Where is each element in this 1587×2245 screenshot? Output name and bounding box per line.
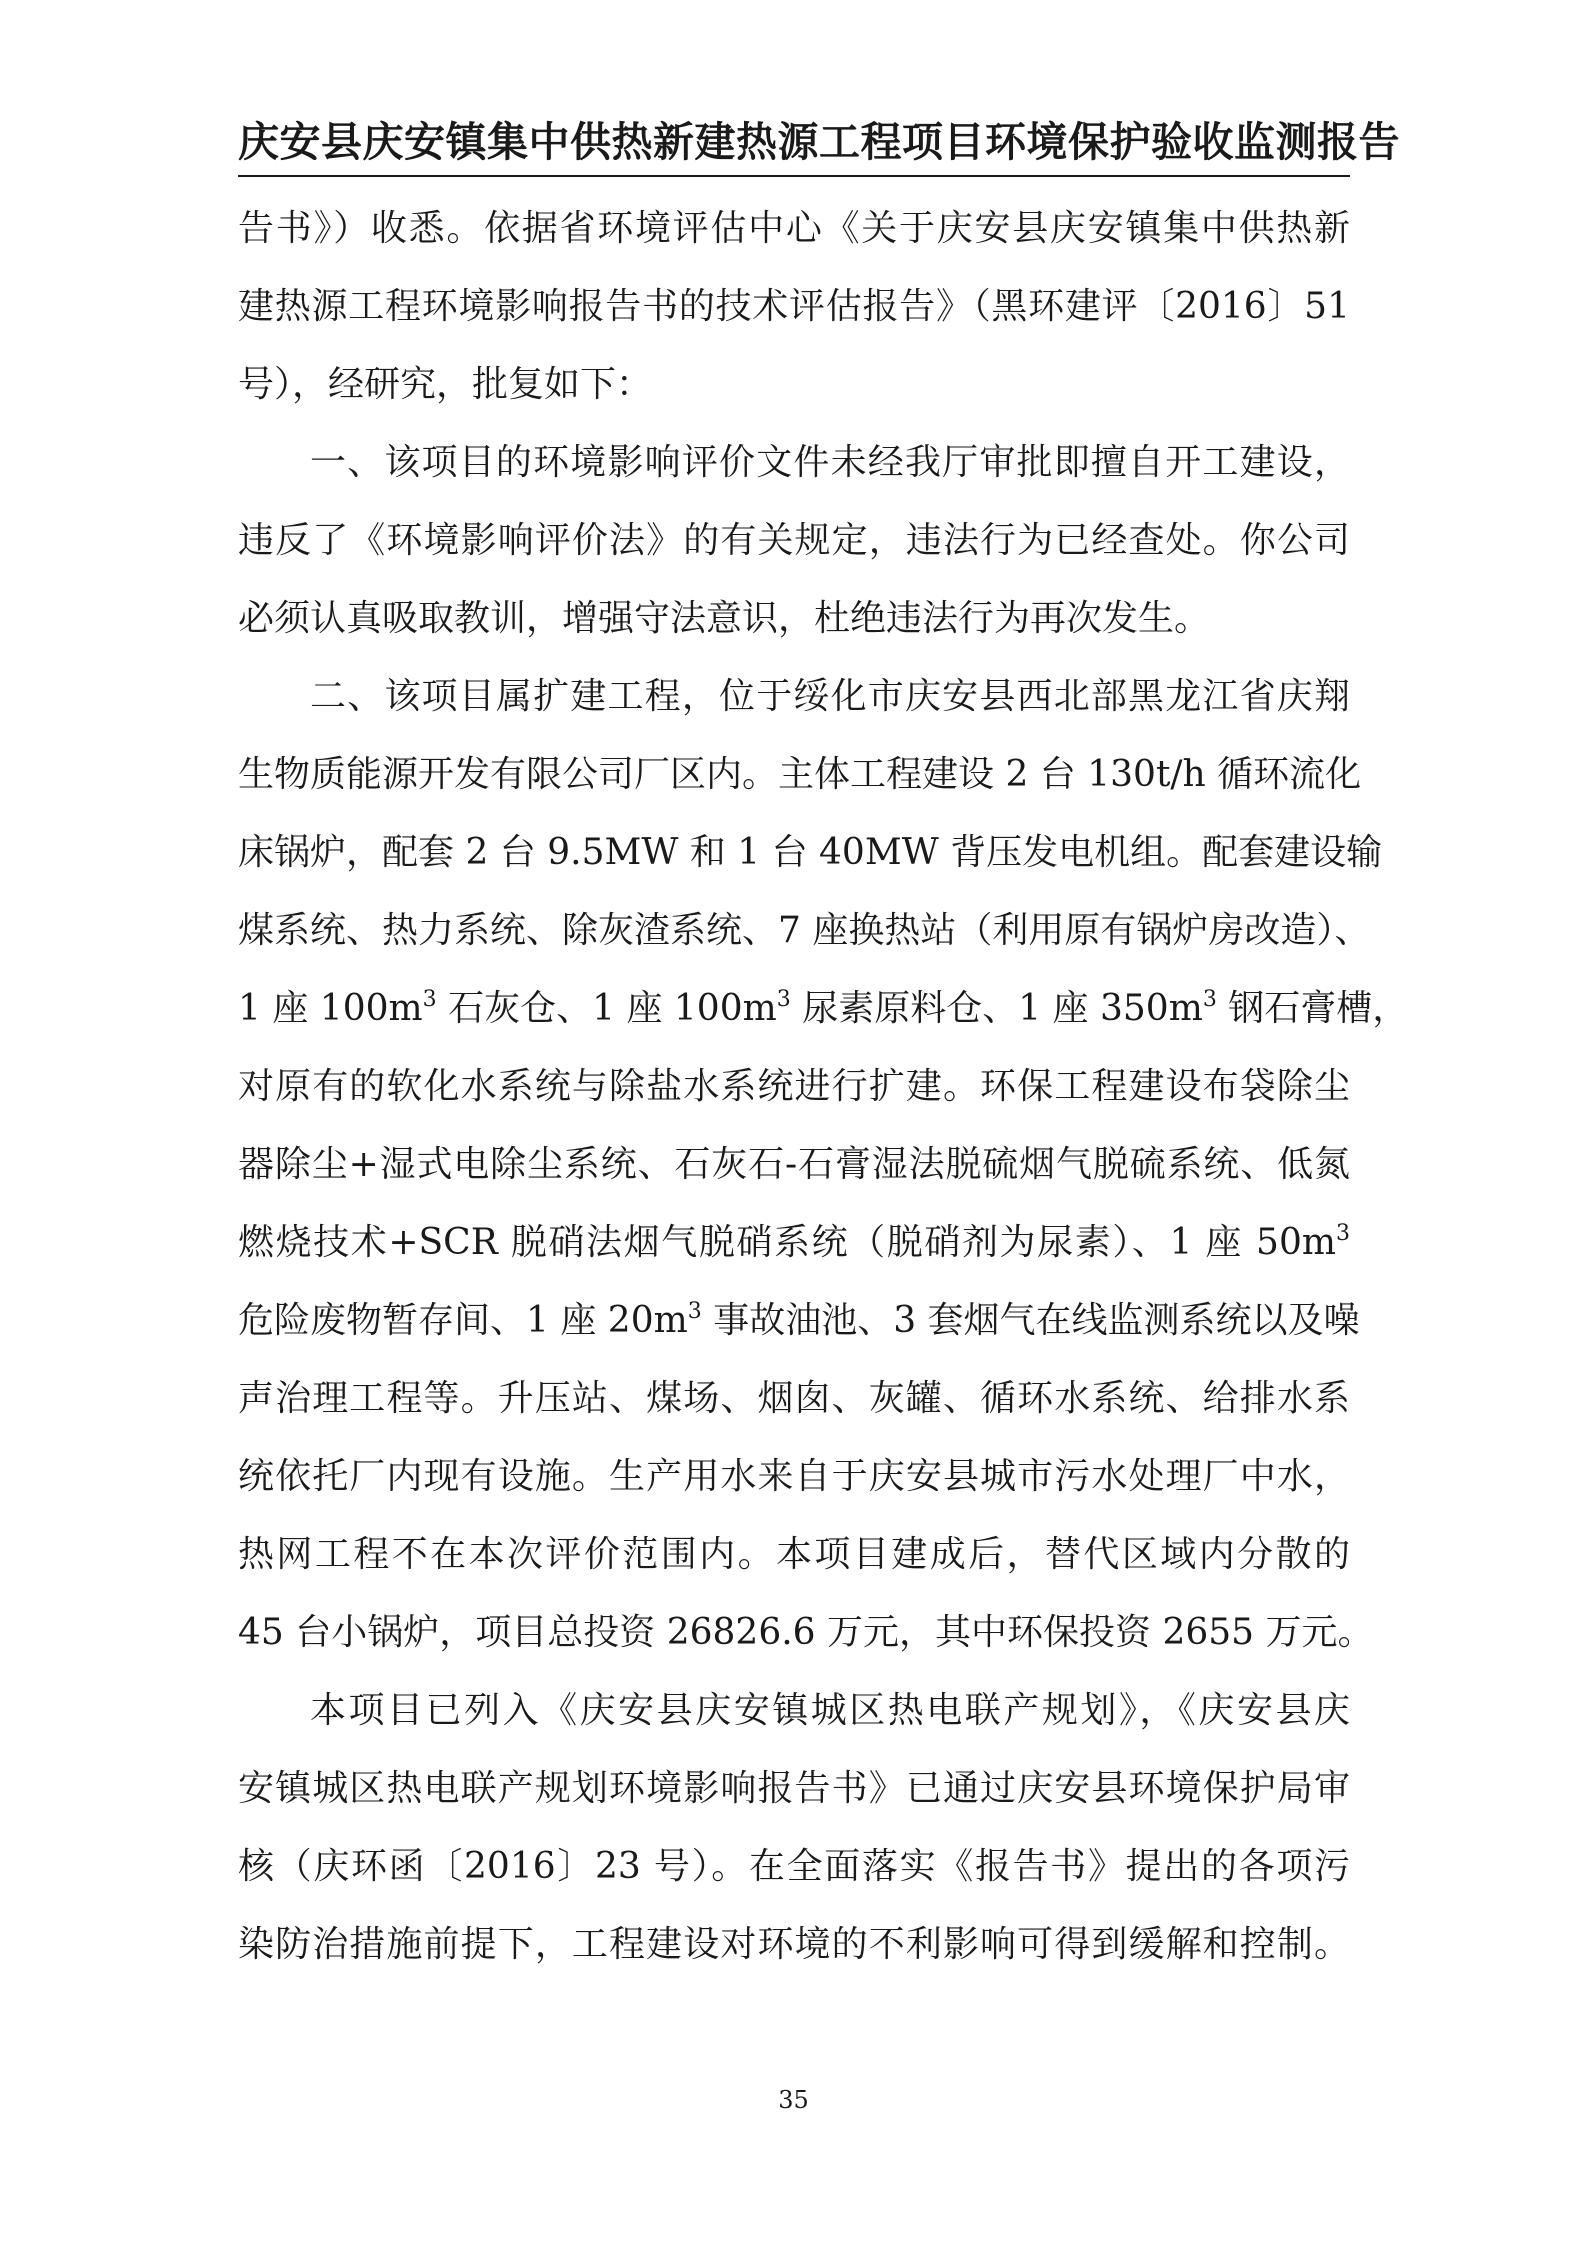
page-number: 35 (778, 2086, 809, 2114)
text-segment: 1 座 100m (238, 988, 423, 1029)
text-line: 号），经研究，批复如下： (238, 364, 653, 405)
paragraph-1-line: 一、该项目的环境影响评价文件未经我厅审批即擅自开工建设， (310, 442, 1350, 483)
text-line: 统依托厂内现有设施。生产用水来自于庆安县城市污水处理厂中水， (238, 1456, 1350, 1497)
text-segment: 危险废物暂存间、1 座 20m (238, 1300, 688, 1341)
text-segment: 钢石膏槽， (1216, 988, 1409, 1029)
text-line: 染防治措施前提下，工程建设对环境的不利影响可得到缓解和控制。 (238, 1924, 1350, 1965)
text-line: 安镇城区热电联产规划环境影响报告书》已通过庆安县环境保护局审 (238, 1768, 1350, 1809)
text-line-with-superscripts (238, 970, 1409, 1048)
text-line: 违反了《环境影响评价法》的有关规定，违法行为已经查处。你公司 (238, 520, 1350, 561)
document-body (238, 190, 1409, 1984)
text-line: 必须认真吸取教训，增强守法意识，杜绝违法行为再次发生。 (238, 598, 1211, 639)
text-segment: 燃烧技术+SCR 脱硝法烟气脱硝系统（脱硝剂为尿素）、1 座 50m (238, 1222, 1336, 1263)
paragraph-2-line: 二、该项目属扩建工程，位于绥化市庆安县西北部黑龙江省庆翔 (310, 676, 1350, 717)
text-line: 煤系统、热力系统、除灰渣系统、7 座换热站（利用原有锅炉房改造）、 (238, 910, 1371, 951)
text-line: 床锅炉，配套 2 台 9.5MW 和 1 台 40MW 背压发电机组。配套建设输 (238, 832, 1383, 873)
text-segment: 事故油池、3 套烟气在线监测系统以及噪 (701, 1300, 1360, 1341)
text-line: 建热源工程环境影响报告书的技术评估报告》（黑环建评〔2016〕51 (238, 286, 1350, 327)
text-line-with-superscripts (238, 1204, 1350, 1282)
superscript: 3 (1336, 1221, 1350, 1246)
text-line: 45 台小锅炉，项目总投资 26826.6 万元，其中环保投资 2655 万元。 (238, 1612, 1374, 1653)
header-divider (238, 175, 1350, 177)
text-segment: 尿素原料仓、1 座 350m (790, 988, 1203, 1029)
text-line-with-superscripts (238, 1282, 1360, 1360)
text-line: 生物质能源开发有限公司厂区内。主体工程建设 2 台 130t/h 循环流化 (238, 754, 1362, 795)
text-line: 声治理工程等。升压站、煤场、烟囱、灰罐、循环水系统、给排水系 (238, 1378, 1350, 1419)
text-line: 热网工程不在本次评价范围内。本项目建成后，替代区域内分散的 (238, 1534, 1350, 1575)
text-line: 告书》）收悉。依据省环境评估中心《关于庆安县庆安镇集中供热新 (238, 208, 1350, 249)
text-segment: 石灰仓、1 座 100m (436, 988, 777, 1029)
superscript: 3 (1202, 987, 1217, 1012)
paragraph-3-line: 本项目已列入《庆安县庆安镇城区热电联产规划》，《庆安县庆 (310, 1690, 1350, 1731)
text-line: 核（庆环函〔2016〕23 号）。在全面落实《报告书》提出的各项污 (238, 1846, 1350, 1887)
text-line: 器除尘+湿式电除尘系统、石灰石-石膏湿法脱硫烟气脱硫系统、低氮 (238, 1144, 1350, 1185)
superscript: 3 (687, 1299, 702, 1324)
page-header-title: 庆安县庆安镇集中供热新建热源工程项目环境保护验收监测报告 (238, 118, 1400, 166)
superscript: 3 (776, 987, 791, 1012)
text-line: 对原有的软化水系统与除盐水系统进行扩建。环保工程建设布袋除尘 (238, 1066, 1350, 1107)
superscript: 3 (422, 987, 437, 1012)
